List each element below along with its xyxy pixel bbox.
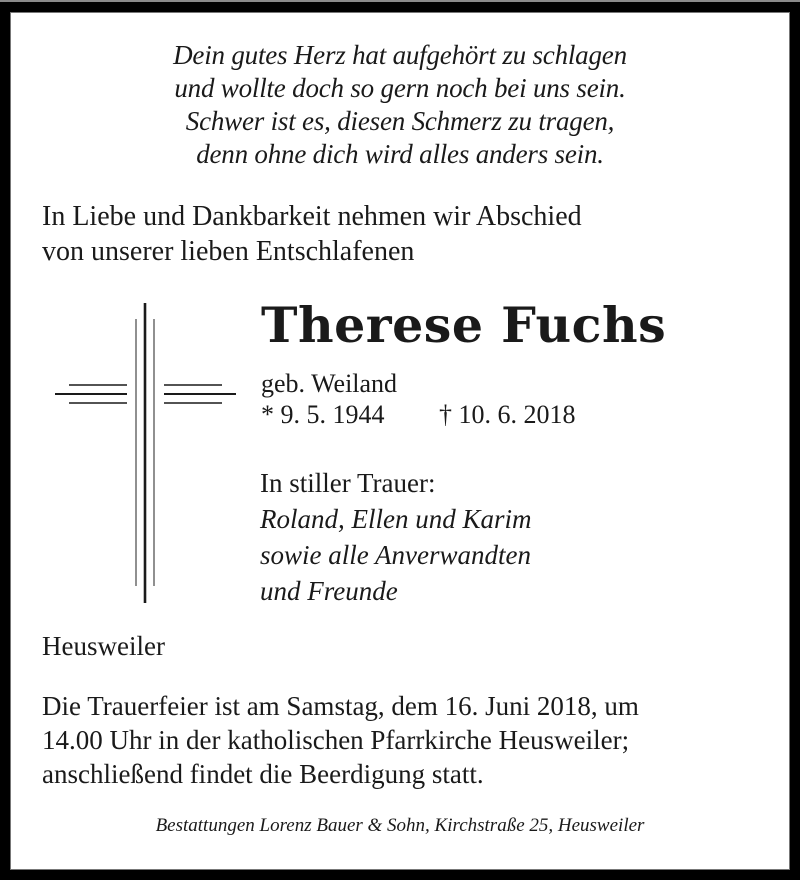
poem-line: denn ohne dich wird alles anders sein. <box>196 139 604 169</box>
mourners-heading: In stiller Trauer: <box>260 468 436 498</box>
birth-name: geb. Weiland <box>261 369 398 398</box>
poem-line: und wollte doch so gern noch bei uns sein. <box>174 73 626 103</box>
notice-border <box>0 2 800 880</box>
cross-icon <box>47 303 247 603</box>
intro-line: In Liebe und Dankbarkeit nehmen wir Abschied <box>42 201 582 232</box>
service-line: Die Trauerfeier ist am Samstag, dem 16. Juni 2018, um <box>42 691 639 721</box>
intro-line: von unserer lieben Entschlafenen <box>42 236 415 267</box>
service-line: 14.00 Uhr in der katholischen Pfarrkirche Heusweiler; <box>42 725 630 755</box>
mourner-line: und Freunde <box>260 576 398 606</box>
intro-text <box>42 199 582 269</box>
mourner-line: Roland, Ellen und Karim <box>260 504 532 534</box>
death-date: † 10. 6. 2018 <box>439 400 576 429</box>
poem <box>11 39 789 171</box>
deceased-name: Therese Fuchs <box>261 296 667 354</box>
poem-line: Dein gutes Herz hat aufgehört zu schlagen <box>173 40 627 70</box>
place: Heusweiler <box>42 631 165 661</box>
life-dates <box>261 399 576 431</box>
service-line: anschließend findet die Beerdigung statt. <box>42 759 484 789</box>
service-info <box>42 689 639 791</box>
obituary-notice <box>10 12 790 870</box>
poem-line: Schwer ist es, diesen Schmerz zu tragen, <box>185 106 615 136</box>
mourner-line: sowie alle Anverwandten <box>260 540 531 570</box>
funeral-home: Bestattungen Lorenz Bauer & Sohn, Kirchstraße 25, Heusweiler <box>155 815 645 836</box>
birth-date: * 9. 5. 1944 <box>261 400 385 429</box>
mourners <box>260 465 532 609</box>
